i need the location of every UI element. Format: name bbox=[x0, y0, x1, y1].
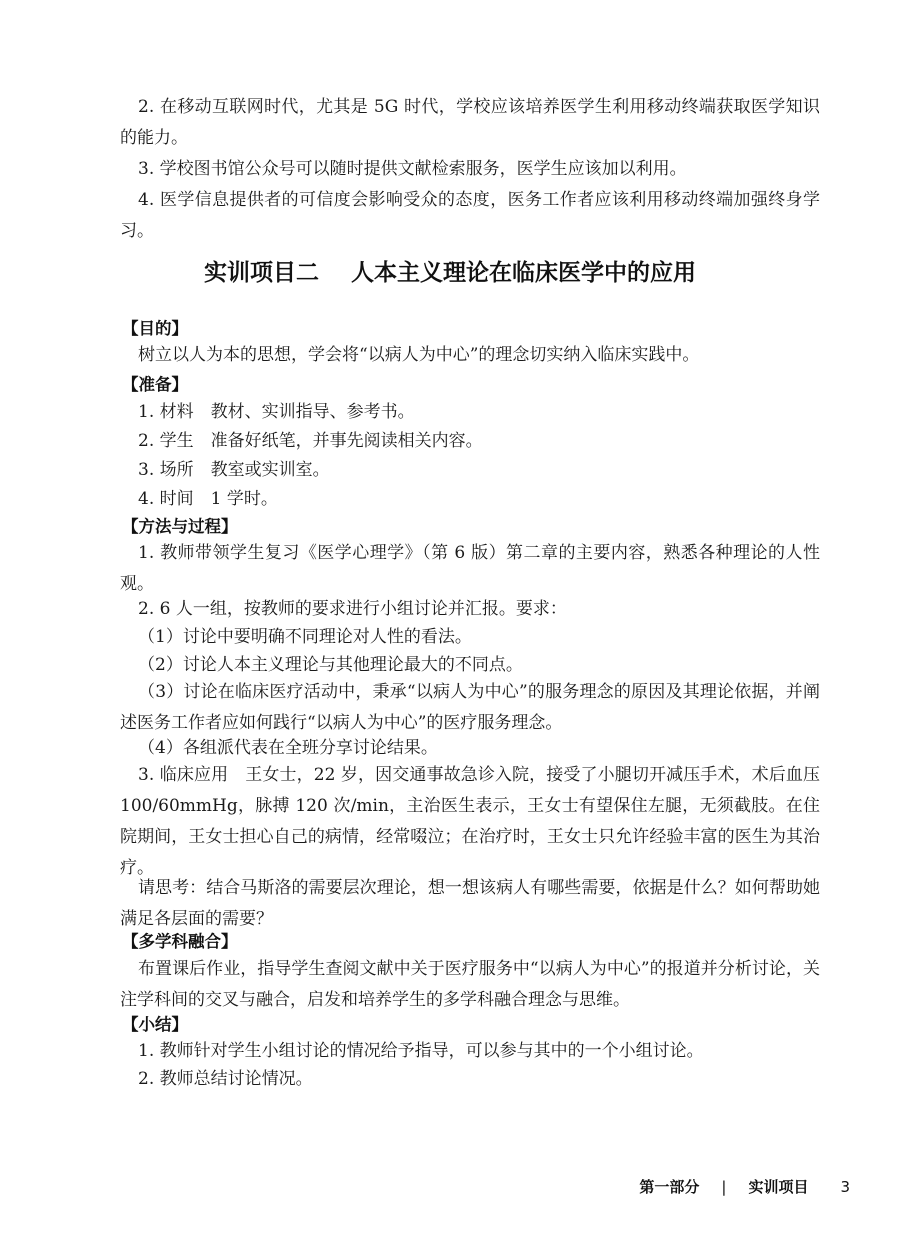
preparation-item: 1. 材料 教材、实训指导、参考书。 bbox=[138, 402, 415, 422]
multidisciplinary-text: 布置课后作业，指导学生查阅文献中关于医疗服务中“以病人为中心”的报道并分析讨论，关注学科间的交叉与融合，启发和培养学生的多学科融合理念与思维。 bbox=[120, 959, 820, 1010]
method-requirement-3: （3）讨论在临床医疗活动中，秉承“以病人为中心”的服务理念的原因及其理论依据，并阐述医务工作者应如何践行“以病人为中心”的医疗服务理念。 bbox=[120, 682, 820, 733]
method-heading: 【方法与过程】 bbox=[122, 517, 238, 536]
think-question: 请思考：结合马斯洛的需要层次理论，想一想该病人有哪些需要，依据是什么？如何帮助她满足各层面的需要？ bbox=[120, 878, 820, 929]
multidisciplinary-heading: 【多学科融合】 bbox=[122, 932, 238, 951]
method-step-1: 1. 教师带领学生复习《医学心理学》（第 6 版）第二章的主要内容，熟悉各种理论的人性观。 bbox=[120, 543, 820, 594]
summary-heading: 【小结】 bbox=[122, 1015, 188, 1034]
summary-item: 2. 教师总结讨论情况。 bbox=[138, 1069, 313, 1089]
paragraph-item-3: 3. 学校图书馆公众号可以随时提供文献检索服务，医学生应该加以利用。 bbox=[138, 159, 687, 179]
preparation-item: 4. 时间 1 学时。 bbox=[138, 489, 278, 509]
method-requirement-4: （4）各组派代表在全班分享讨论结果。 bbox=[138, 738, 438, 758]
section-title-number: 实训项目二 bbox=[203, 260, 319, 286]
method-requirement-2: （2）讨论人本主义理论与其他理论最大的不同点。 bbox=[138, 655, 523, 675]
footer-separator: | bbox=[721, 1178, 727, 1196]
page-number: 3 bbox=[840, 1178, 850, 1196]
footer-section-label: 实训项目 bbox=[748, 1178, 809, 1196]
preparation-heading: 【准备】 bbox=[122, 375, 188, 394]
section-title bbox=[0, 256, 900, 290]
method-requirement-1: （1）讨论中要明确不同理论对人性的看法。 bbox=[138, 627, 472, 647]
purpose-heading: 【目的】 bbox=[122, 319, 188, 338]
paragraph-item-2: 2. 在移动互联网时代，尤其是 5G 时代，学校应该培养医学生利用移动终端获取医学知识的能力。 bbox=[120, 97, 820, 148]
purpose-text: 树立以人为本的思想，学会将“以病人为中心”的理念切实纳入临床实践中。 bbox=[138, 345, 700, 365]
preparation-item: 3. 场所 教室或实训室。 bbox=[138, 460, 330, 480]
summary-item: 1. 教师针对学生小组讨论的情况给予指导，可以参与其中的一个小组讨论。 bbox=[138, 1041, 704, 1061]
page-footer bbox=[639, 1177, 850, 1197]
preparation-item: 2. 学生 准备好纸笔，并事先阅读相关内容。 bbox=[138, 431, 483, 451]
footer-part-label: 第一部分 bbox=[639, 1178, 700, 1196]
method-step-2: 2. 6 人一组，按教师的要求进行小组讨论并汇报。要求： bbox=[138, 599, 567, 619]
method-step-3-clinical-case: 3. 临床应用 王女士，22 岁，因交通事故急诊入院，接受了小腿切开减压手术，术后血压 100/60mmHg，脉搏 120 次/min，主治医生表示，王女士有望保住左腿，无须截肢。在住院期间，王女士担心自己的病情，经常啜泣；在治疗时，王女士只允许经验丰富的医生为其治疗。 bbox=[120, 765, 820, 878]
paragraph-item-4: 4. 医学信息提供者的可信度会影响受众的态度，医务工作者应该利用移动终端加强终身学习。 bbox=[120, 190, 820, 241]
section-title-text: 人本主义理论在临床医学中的应用 bbox=[351, 260, 697, 286]
